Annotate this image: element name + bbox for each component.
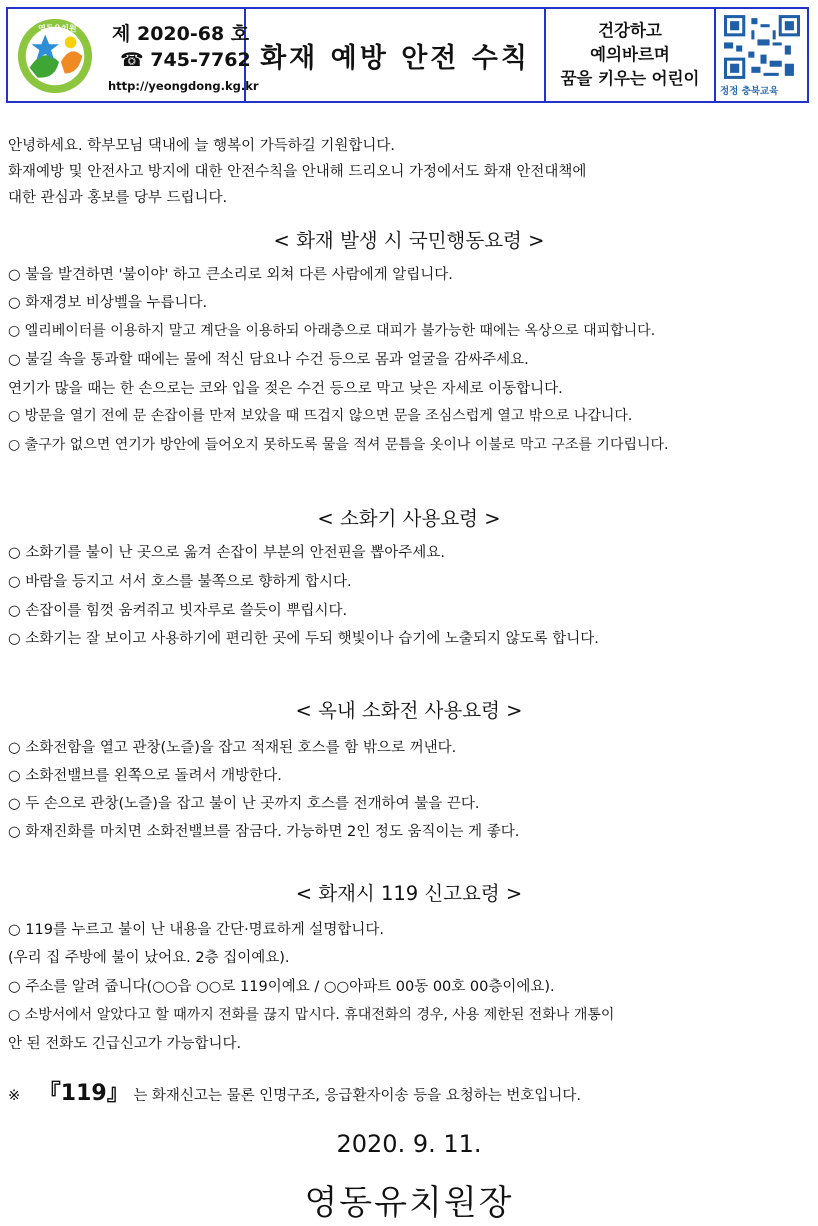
page-title: 화재 예방 안전 수칙 xyxy=(260,42,530,74)
list-item: ○ 화재진화를 마치면 소화전밸브를 잠금다. 가능하면 2인 정도 움직이는 게 좋다. xyxy=(8,824,520,840)
list-item: ○ 소화기를 불이 난 곳으로 옮겨 손잡이 부분의 안전핀을 뽑아주세요. xyxy=(8,545,445,561)
motto-line: 꿈을 키우는 어린이 xyxy=(560,69,700,88)
list-item: ○ 소방서에서 알았다고 할 때까지 전화를 끊지 맙시다. 휴대전화의 경우, 사용 제한된 전화나 개통이 xyxy=(8,1007,615,1023)
intro-line: 화재예방 및 안전사고 방지에 대한 안전수칙을 안내해 드리오니 가정에서도 화재 안전대책에 xyxy=(8,164,587,180)
website-url[interactable]: http://yeongdong.kg.kr xyxy=(108,79,259,93)
section-heading: < 소화기 사용요령 > xyxy=(317,507,501,530)
header-info-cell xyxy=(8,9,259,101)
section-heading: < 화재 발생 시 국민행동요령 > xyxy=(273,229,545,252)
document-date: 2020. 9. 11. xyxy=(336,1130,482,1158)
footnote xyxy=(8,1076,581,1107)
intro-line: 대한 관심과 홍보를 당부 드립니다. xyxy=(8,190,228,206)
list-item: ○ 엘리베이터를 이용하지 말고 계단을 이용하되 아래층으로 대피가 불가능한 때에는 옥상으로 대피합니다. xyxy=(8,323,656,339)
school-motto xyxy=(546,19,714,91)
list-item: (우리 집 주방에 불이 났어요. 2층 집이예요). xyxy=(8,950,290,966)
signature: 영동유치원장 xyxy=(304,1183,514,1223)
education-office-label: 정정 충북교육 xyxy=(720,86,779,97)
motto-line: 건강하고 xyxy=(598,21,662,40)
intro-line: 안녕하세요. 학부모님 댁내에 늘 행복이 가득하길 기원합니다. xyxy=(8,138,396,154)
list-item: 연기가 많을 때는 한 손으로는 코와 입을 젖은 수건 등으로 막고 낮은 자세로 이동합니다. xyxy=(8,381,563,397)
list-item: ○ 출구가 없으면 연기가 방안에 들어오지 못하도록 물을 적셔 문틈을 옷이나 이불로 막고 구조를 기다립니다. xyxy=(8,437,669,453)
section-heading: < 옥내 소화전 사용요령 > xyxy=(295,699,523,722)
header-box xyxy=(6,7,809,103)
motto-line: 예의바르며 xyxy=(590,45,670,64)
list-item: ○ 소화전밸브를 왼쪽으로 돌려서 개방한다. xyxy=(8,768,282,784)
list-item: ○ 불길 속을 통과할 때에는 물에 적신 담요나 수건 등으로 몸과 얼굴을 감싸주세요. xyxy=(8,352,529,368)
list-item: ○ 불을 발견하면 '불이야' 하고 큰소리로 외쳐 다른 사람에게 알립니다. xyxy=(8,267,453,283)
header-qr-cell xyxy=(716,9,807,101)
list-item: ○ 화재경보 비상벨을 누릅니다. xyxy=(8,295,208,311)
header-title-cell xyxy=(246,9,546,101)
document-number: 제 2020-68 호 xyxy=(112,23,250,45)
list-item: ○ 소화전함을 열고 관창(노즐)을 잡고 적재된 호스를 함 밖으로 꺼낸다. xyxy=(8,740,457,756)
list-item: ○ 119를 누르고 불이 난 내용을 간단·명료하게 설명합니다. xyxy=(8,922,384,938)
qr-code-icon[interactable] xyxy=(724,15,800,79)
list-item: ○ 소화기는 잘 보이고 사용하기에 편리한 곳에 두되 햇빛이나 습기에 노출되지 않도록 합니다. xyxy=(8,631,599,647)
list-item: ○ 손잡이를 힘껏 움켜쥐고 빗자루로 쓸듯이 뿌립시다. xyxy=(8,603,348,619)
list-item: ○ 주소를 알려 줍니다(○○읍 ○○로 119이예요 / ○○아파트 00동 00호 00층이에요). xyxy=(8,979,555,995)
list-item: 안 된 전화도 긴급신고가 가능합니다. xyxy=(8,1036,242,1052)
list-item: ○ 두 손으로 관창(노즐)을 잡고 불이 난 곳까지 호스를 전개하여 불을 끈다. xyxy=(8,796,480,812)
section-heading: < 화재시 119 신고요령 > xyxy=(295,882,523,905)
logo-text: 영동유치원 xyxy=(38,24,77,33)
emergency-number: 『119』 xyxy=(38,1081,129,1106)
header-motto-cell xyxy=(546,9,716,101)
note-text: 는 화재신고는 물론 인명구조, 응급환자이송 등을 요청하는 번호입니다. xyxy=(133,1088,581,1104)
phone-number: ☎ 745-7762 xyxy=(120,49,251,71)
note-mark: ※ xyxy=(8,1088,21,1104)
list-item: ○ 바람을 등지고 서서 호스를 불쪽으로 향하게 합시다. xyxy=(8,574,352,590)
list-item: ○ 방문을 열기 전에 문 손잡이를 만져 보았을 때 뜨겁지 않으면 문을 조심스럽게 열고 밖으로 나갑니다. xyxy=(8,408,633,424)
